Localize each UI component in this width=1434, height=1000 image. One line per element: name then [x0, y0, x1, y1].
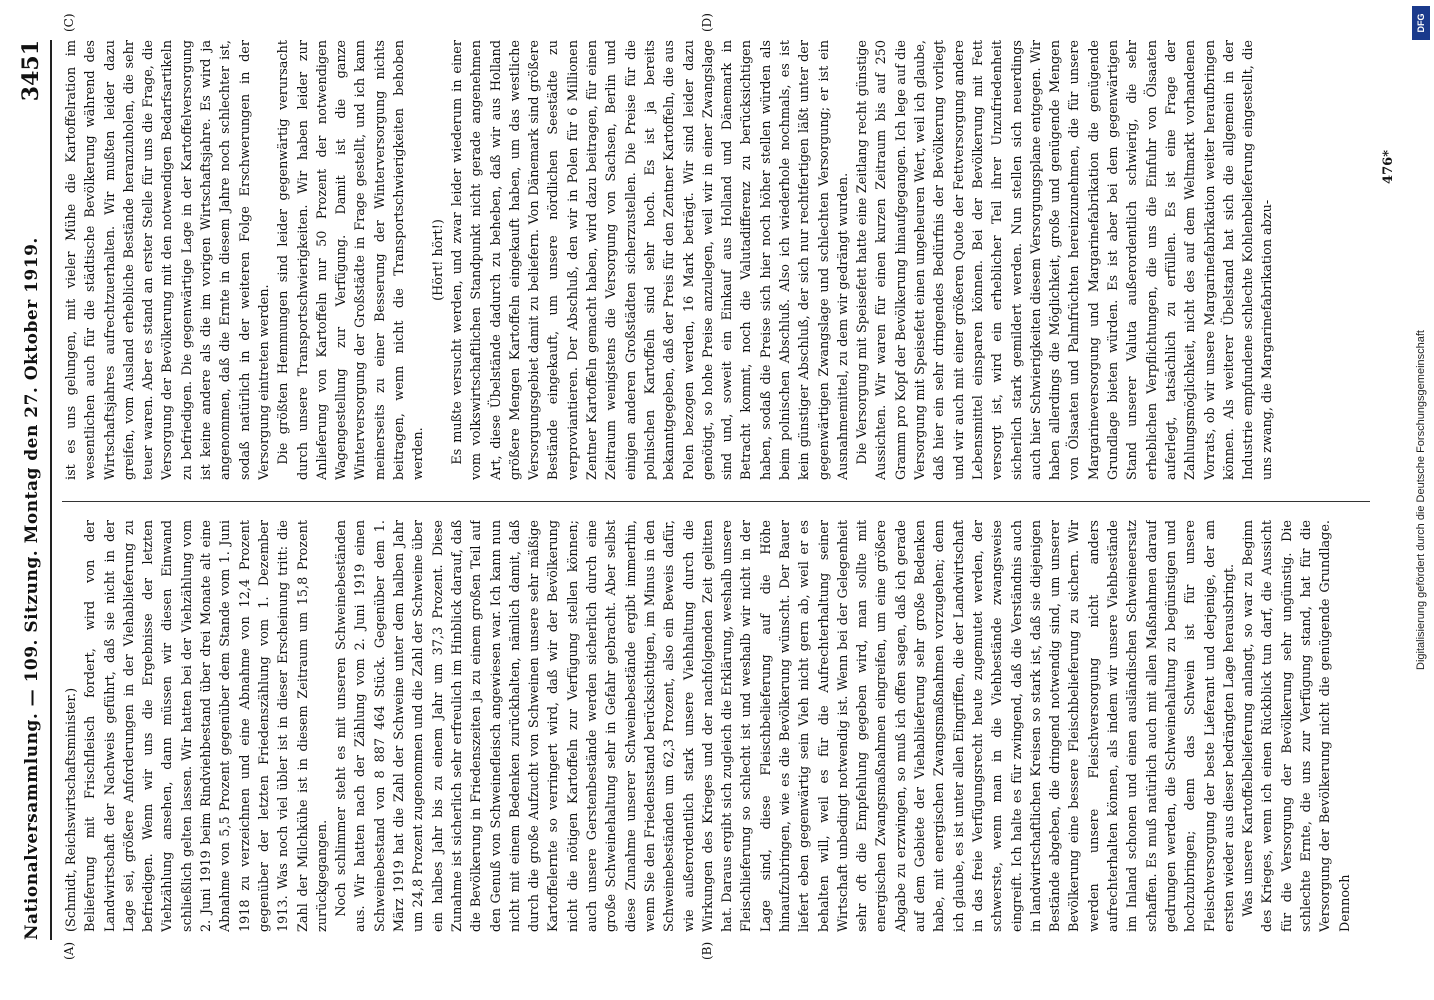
paragraph: ist es uns gelungen, mit vieler Mühe die Kartoffelration im wesentlichen auch für die städtische Bevölkerung während des Wirtschaftsjahres aufrechtzuerhalten. Wir mußten leider dazu greifen, vom Ausland erhebliche Bestände heranzuholen, die sehr teuer waren. Aber es stand an erster Stelle für uns die Frage, die Versorgung der Bevölkerung mit den notwendigen Bedarfsartikeln zu befriedigen. Die gegenwärtige Lage in der Kartoffelversorgung ist keine andere als die im vorigen Wirtschaftsjahre. Es wird ja angenommen, daß die Ernte in diesem Jahre noch schlechter ist, sodaß natürlich in der weiteren Folge Erschwerungen in der Versorgung eintreten werden.	[64, 40, 272, 480]
paragraph: Die Versorgung mit Speisefett hatte eine Zeitlang recht günstige Aussichten. Wir waren für einen kurzen Zeitraum bis auf 250 Gramm pro Kopf der Bevölkerung hinaufgegangen. Ich lege auf die Versorgung mit Speisefett einen ungeheuren Wert, weil ich glaube, daß hier ein sehr dringendes Bedürfnis der Bevölkerung vorliegt und wir auch mit einer größeren Quote der Fettversorgung andere Lebensmittel einsparen können. Bei der Bevölkerung mit Fett versorgt ist, wird ein erheblicher Teil ihrer Unzufriedenheit sicherlich stark gemildert werden. Nun stellen sich neuerdings auch hier Schwierigkeiten diesem Versorgungsplane entgegen. Wir haben allerdings die Möglichkeit, große und genügende Mengen von Ölsaaten und Palmfrüchten hereinzunehmen, die für unsere Margarineversorgung und Margarinefabrikation die genügende Grundlage bieten würden. Es ist aber bei dem gegenwärtigen Stand unserer Valuta außerordentlich schwierig, die sehr erheblichen Verpflichtungen, die uns die Einfuhr von Ölsaaten auferlegt, tatsächlich zu erfüllen. Es ist eine Frage der Zahlungsmöglichkeit, nicht des auf dem Weltmarkt vorhandenen Vorrats, ob wir unsere Margarinefabrikation weiter heraufbringen können. Als weiterer Übelstand hat sich die allgemein in der Industrie empfundene schlechte Kohlenbelieferung eingestellt, die uns zwang, die Margarinefabrikation abzu-	[855, 40, 1276, 480]
running-head: Nationalversammlung. — 109. Sitzung. Montag den 27. Oktober 1919.	[22, 237, 42, 940]
margin-mark-a: (A)	[62, 941, 76, 960]
margin-mark-d: (D)	[700, 13, 714, 32]
digitization-note	[1408, 0, 1434, 1000]
paragraph: Noch schlimmer steht es mit unseren Schweinebeständen aus. Wir hatten nach der Zählung vom 2. Juni 1919 einen Schweinebestand von 8 887 464 Stück. Gegenüber dem 1. März 1919 hat die Zahl der Schweine unter dem halben Jahr um 24,8 Prozent zugenommen und die Zahl der Schweine über ein halbes Jahr bis zu einem Jahr um 37,3 Prozent. Diese Zunahme ist sicherlich sehr erfreulich im Hinblick darauf, daß die Bevölkerung in Friedenszeiten ja zu einem großen Teil auf den Genuß von Schweinefleisch angewiesen war. Ich kann nun nicht mit einem Bedenken zurückhalten, nämlich damit, daß durch die große Aufzucht von Schweinen unsere sehr mäßige Kartoffelernte so verringert wird, daß wir der Bevölkerung nicht die nötigen Kartoffeln zur Verfügung stellen können; auch unsere Gerstenbestände werden sicherlich durch eine große Schweinehaltung sehr in Gefahr gebracht. Aber selbst diese Zunahme unserer Schweinebestände ergibt immerhin, wenn Sie den Friedensstand berücksichtigen, im Minus in den Schweinebeständen um 62,3 Prozent, also ein Beweis dafür, wie außerordentlich stark unsere Viehhaltung durch die Wirkungen des Krieges und der nachfolgenden Zeit gelitten hat. Daraus ergibt sich zugleich die Erklärung, weshalb unsere Fleischlieferung so schlecht ist und weshalb wir nicht in der Lage sind, diese Fleischbelieferung auf die Höhe hinaufzubringen, wie es die Bevölkerung wünscht. Der Bauer liefert eben gegenwärtig sein Vieh nicht gern ab, weil er es behalten will, weil es für die Aufrechterhaltung seiner Wirtschaft unbedingt notwendig ist. Wenn bei der Gelegenheit sehr oft die Empfehlung gegeben wird, man sollte mit energischen Zwangsmaßnahmen eingreifen, um eine größere Abgabe zu erzwingen, so muß ich offen sagen, daß ich gerade auf dem Gebiete der Viehablieferung sehr große Bedenken habe, mit energischen Zwangsmaßnahmen vorzugehen; denn ich glaube, es ist unter allen Eingriffen, die der Landwirtschaft in das freie Verfügungsrecht heute zugemutet werden, der schwerste, wenn man in die Viehbestände zwangsweise eingreift. Ich halte es für zwingend, daß die Verständnis auch in landwirtschaftlichen Kreisen so stark ist, daß sie diejenigen Bestände abgeben, die dringend notwendig sind, um unserer Bevölkerung eine bessere Fleischbelieferung zu sichern. Wir werden unsere Fleischversorgung nicht anders aufrechterhalten können, als indem wir unsere Viehbestände im Inland schonen und einen ausländischen Schweineersatz schaffen. Es muß natürlich auch mit allen Maßnahmen darauf gedrungen werden, die Schweinehaltung zu begünstigen und hochzubringen; denn das Schwein ist für unsere Fleischversorgung der beste Lieferant und derjenige, der am ersten wieder aus dieser bedrängten Lage herausbringt.	[334, 520, 1237, 932]
speaker-line: (Schmidt, Reichswirtschaftsminister.)	[64, 687, 79, 932]
text-column-left	[62, 520, 1380, 932]
signature-number: 476*	[1381, 150, 1396, 184]
dfg-logo-text: DFG	[1416, 13, 1426, 33]
page-header	[10, 40, 52, 940]
paragraph: Die größten Hemmungen sind leider gegenwärtig verursacht durch unsere Transportschwierigkeiten. Wir haben leider zur Anlieferung von Kartoffeln nur 50 Prozent der notwendigen Wagengestellung zur Verfügung. Damit ist die ganze Winterversorgung der Großstädte in Frage gestellt, und ich kann meinerseits zu einer Besserung der Winterversorgung nichts beitragen, wenn nicht die Transportschwierigkeiten behoben werden.	[276, 40, 427, 480]
paragraph: Was unsere Kartoffelbelieferung anlangt, so war zu Beginn des Krieges, wenn ich einen Rückblick tun darf, die Aussicht für die Versorgung der Bevölkerung sehr ungünstig. Die schlechte Ernte, die uns zur Verfügung stand, hat für die Versorgung der Bevölkerung nicht die genügende Grundlage. Dennoch	[1241, 520, 1353, 932]
interjection: (Hört! hört!)	[430, 219, 446, 301]
margin-mark-b: (B)	[700, 941, 714, 960]
paragraph: Belieferung mit Frischfleisch fordert, wird von der Landwirtschaft der Nachweis geführt, daß sie nicht in der Lage sei, größere Anforderungen in der Viehablieferung zu befriedigen. Wenn wir uns die Ergebnisse der letzten Viehzählung ansehen, dann müssen wir diesen Einwand schließlich gelten lassen. Wir hatten bei der Viehzählung vom 2. Juni 1919 beim Rindviehbestand über drei Monate alt eine Abnahme von 5,5 Prozent gegenüber dem Stande vom 1. Juni 1918 zu verzeichnen und eine Abnahme von 12,4 Prozent gegenüber der letzten Friedenszählung vom 1. Dezember 1913. Was noch viel übler ist in dieser Erscheinung tritt: die Zahl der Milchkühe ist in diesem Zeitraum um 15,8 Prozent zurückgegangen.	[83, 520, 330, 932]
column-divider	[62, 501, 1370, 502]
digitization-note-text: Digitalisierung gefördert durch die Deutsche Forschungsgemeinschaft	[1415, 330, 1427, 670]
text-column-right	[62, 40, 1380, 480]
margin-mark-c: (C)	[62, 13, 76, 32]
paragraph: Es mußte versucht werden, und zwar leider wiederum in einer vom volkswirtschaftlichen Standpunkt nicht gerade angenehmen Art, diese Übelstände dadurch zu beheben, daß wir aus Holland größere Mengen Kartoffeln eingekauft haben, um das westliche Versorgungsgebiet damit zu beliefern. Von Dänemark sind größere Bestände eingekauft, um unsere nördlichen Seestädte zu verproviantieren. Der Abschluß, den wir in Polen für 6 Millionen Zentner Kartoffeln gemacht haben, wird dazu beitragen, für einen Zeitraum wenigstens die Versorgung von Sachsen, Berlin und einigen anderen Großstädten sicherzustellen. Die Preise für die polnischen Kartoffeln sind sehr hoch. Es ist ja bereits bekanntgegeben, daß der Preis für den Zentner Kartoffeln, die aus Polen bezogen werden, 16 Mark beträgt. Wir sind leider dazu genötigt, so hohe Preise anzulegen, weil wir in einer Zwangslage sind und, soweit ein Einkauf aus Holland und Dänemark in Betracht kommt, noch die Valutadifferenz zu berücksichtigen haben, sodaß die Preise sich hier noch höher stellen würden als beim polnischen Abschluß. Also ich wiederhole nochmals, es ist kein günstiger Abschluß, der sich nur rechtfertigen läßt unter der gegenwärtigen Zwangslage und schlechten Versorgung; er ist ein Ausnahmemittel, zu dem wir gedrängt wurden.	[449, 40, 851, 480]
page-number: 3451	[18, 40, 44, 102]
